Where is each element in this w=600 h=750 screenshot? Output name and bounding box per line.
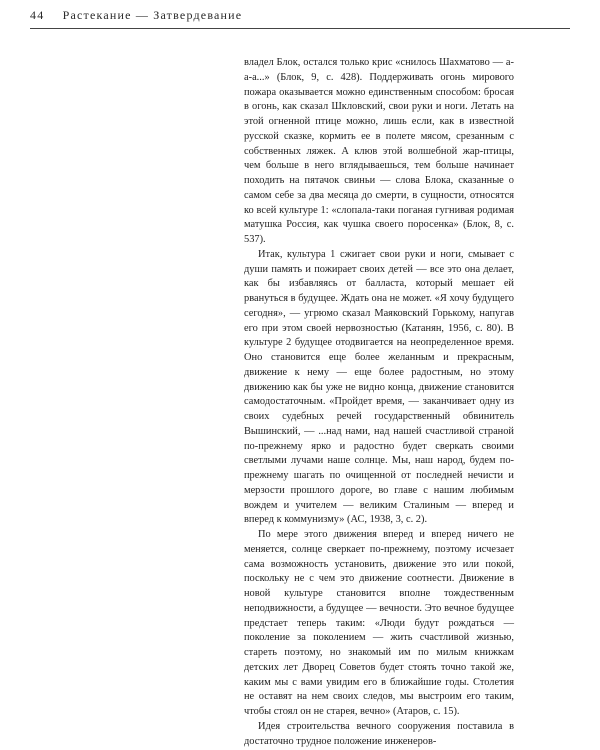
- body-text: [244, 56, 514, 749]
- header-rule: [30, 28, 570, 29]
- paragraph-4: Идея строительства вечного сооружения поставила в достаточно трудное положение инженеров-: [244, 720, 514, 747]
- paragraph-2: Итак, культура 1 сжигает свои руки и ноги, смывает с души память и пожирает своих детей — все это она делает, как бы избавляясь от балласта, который мешает ей рвануться в будущее. Ждать она не может. «Я хочу будущего сегодня», — угрюмо сказал Маяковский Горькому, напугав его при этом своей нервозностью (Катанян, 1956, с. 80). В культуре 2 будущее отодвигается на неопределенное время. Оно становится еще более желанным и прекрасным, движение к нему — еще более радостным, но этому движению как бы уже не видно конца, движение становится самодостаточным. «Пройдет время, — заканчивает одну из своих судебных речей государственный обвинитель Вышинский, — ...над нами, над нашей счастливой страной по-прежнему ярко и радостно будет сверкать своими светлыми лучами наше солнце. Мы, наш народ, будем по-прежнему шагать по очищенной от последней нечисти и мерзости прошлого дороге, во главе с нашим любимым вождем и учителем — великим Сталиным — вперед и вперед к коммунизму» (АС, 1938, 3, с. 2).: [244, 248, 514, 526]
- running-header: [30, 8, 570, 23]
- page-number: 44: [30, 8, 45, 22]
- paragraph-3: По мере этого движения вперед и вперед ничего не меняется, солнце сверкает по-прежнему, поэтому исчезает сама возможность установить, движение это или покой, поскольку не с чем это движение соотнести. Движение в новой культуре становится вполне тождественным неподвижности, а будущее — вечности. Это вечное будущее предстает теперь таким: «Люди будут рождаться — поколение за поколением — жить счастливой жизнью, стареть поэтому, но знакомый им по милым книжкам детских лет Дворец Советов будет стоять точно такой же, каким мы с вами увидим его в ближайшие годы. Столетия не оставят на нем своих следов, мы выстроим его таким, чтобы стоял он не старея, вечно» (Атаров, с. 15).: [244, 529, 514, 717]
- paragraph-1: владел Блок, остался только крис «снилось Шахматово — а-а-а...» (Блок, 9, с. 428). Поддерживать огонь мирового пожара оказывается можно единственным способом: бросая в огонь, как сказал Шкловский, свои руки и ноги. Летать на этой огненной птице можно, лишь если, как в известной русской сказке, кормить ее в полете мясом, срезанным с собственных ляжек. А клюв этой волшебной жар-птицы, чем больше в него вглядываешься, тем больше начинает походить на пятачок свиньи — слова Блока, сказанные о самом себе за два месяца до смерти, в сущности, относятся ко всей культуре 1: «слопала-таки поганая гугнивая родимая матушка Россия, как чушка своего поросенка» (Блок, 8, с. 537).: [244, 57, 514, 245]
- running-title: Растекание — Затвердевание: [62, 8, 243, 22]
